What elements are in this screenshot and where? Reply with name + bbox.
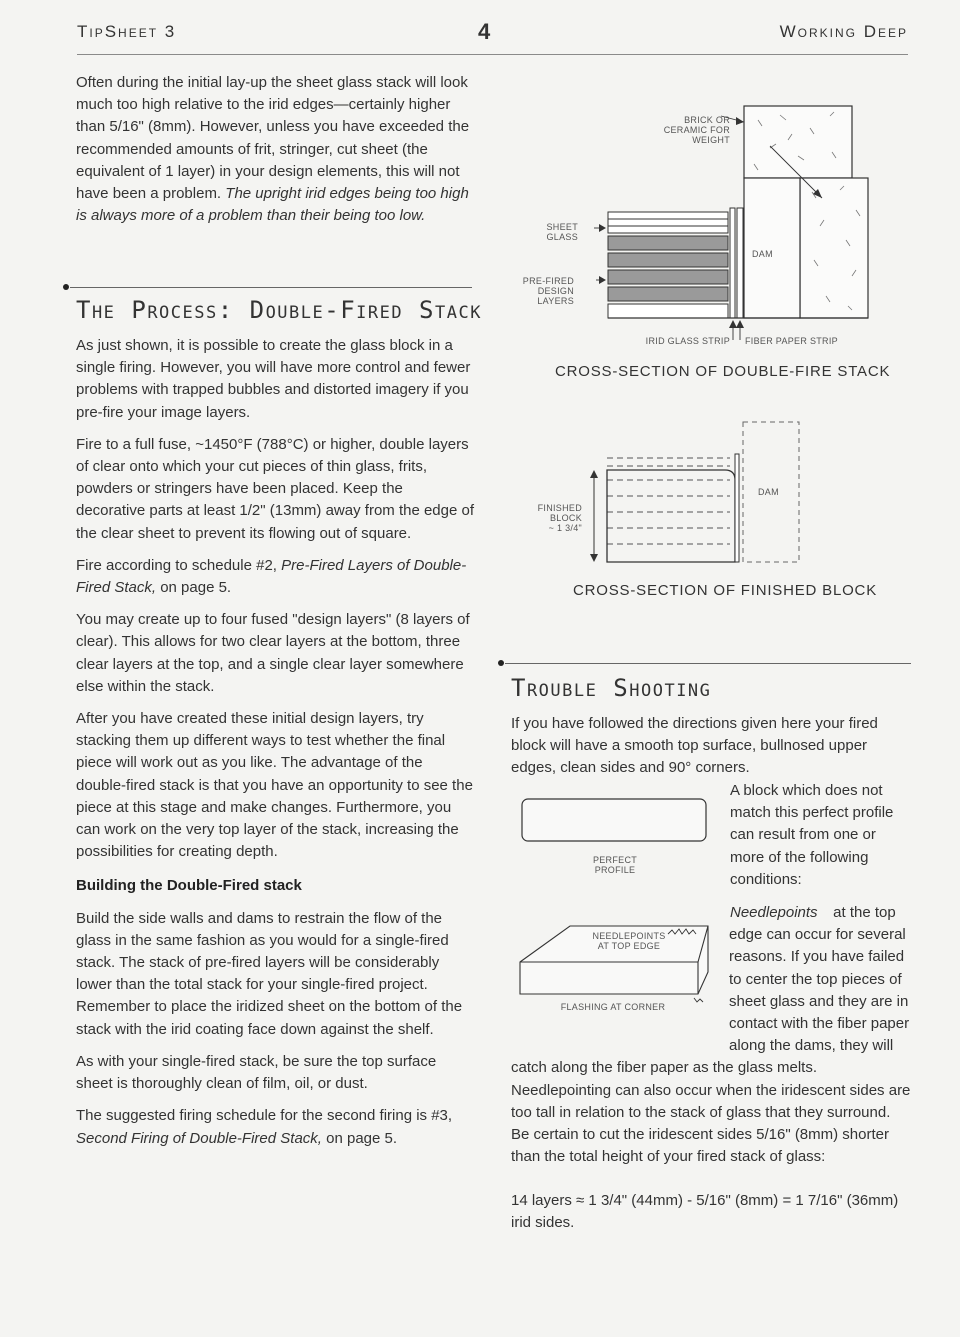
section-bullet-2 [498, 660, 504, 666]
trouble-paragraph-1: If you have followed the directions given here your fired block will have a smooth top surface, bullnosed upper edges, clean sides and 90° corners. [511, 715, 878, 777]
label-dam-2: DAM [758, 487, 779, 497]
label-perfect-profile: PERFECT PROFILE [592, 855, 638, 875]
label-needlepoints: NEEDLEPOINTS AT TOP EDGE [592, 931, 666, 951]
process-paragraph-2: Fire to a full fuse, ~1450°F (788°C) or higher, double layers of clear onto which your cut pieces of thin glass, frits, powders or stringers have been placed. Keep the decorative parts at least 1/2" (13mm) away from the edge of the clear sheet to prevent its flowing out of square. [76, 435, 475, 542]
figure1-caption: CROSS-SECTION OF DOUBLE-FIRE STACK [555, 363, 891, 380]
trouble-heading: Trouble Shooting [511, 674, 712, 702]
process-body [76, 335, 474, 1160]
figure2-caption: CROSS-SECTION OF FINISHED BLOCK [573, 582, 877, 599]
label-fiber-strip: FIBER PAPER STRIP [745, 336, 838, 346]
trouble-paragraph-2: A block which does not match this perfect profile can result from one or more of the following conditions: [730, 782, 894, 888]
process-paragraph-3: Fire according to schedule #2, Pre-Fired Layers of Double-Fired Stack, on page 5. [76, 556, 467, 597]
process-paragraph-1: As just shown, it is possible to create the glass block in a single firing. However, you will have more control and fewer problems with trapped bubbles and distorted imagery if you pre-fire your image layers. [76, 337, 471, 421]
process-paragraph-6: Build the side walls and dams to restrain the flow of the glass in the same fashion as you would for a single-fired stack. The stack of pre-fired layers will be considerably lower than the total stack for your single-fired project. Remember to place the iridized sheet on the bottom of the stack with the irid coating face down against the shelf. [76, 909, 463, 1038]
label-sheet-glass: SHEET GLASS [546, 222, 578, 242]
trouble-paragraph-3: at the top edge can occur for several reasons. If you have failed to center the top pieces of sheet glass and they are in contact with the fiber paper along the dams, they will catch along the fiber paper as the glass melts. Needlepointing can also occur when the iridescent sides are too tall in relation to the stack of glass that they surround. Be certain to cut the iridescent sides 5/16" (8mm) shorter than the total height of your fired stack of glass: [511, 904, 911, 1166]
needlepoints-intro: Needlepoints [730, 904, 818, 921]
process-paragraph-8: The suggested firing schedule for the second firing is #3, Second Firing of Double-Fired Stack, on page 5. [76, 1107, 453, 1147]
process-paragraph-5: After you have created these initial design layers, try stacking them up different ways to test whether the final piece will work out as you like. The advantage of the double-fired stack is that you have an opportunity to see the piece at this stage and make changes. Furthermore, you can work on the very top layer of the stack, increasing the possibilities for creating depth. [76, 710, 473, 861]
process-paragraph-4: You may create up to four fused "design layers" (8 layers of clear). This allows for two clear layers at the bottom, three clear layers at the top, and a single clear layer somewhere else within the stack. [76, 611, 470, 695]
sheet-glass-layers [608, 212, 728, 233]
finished-block-outline [607, 470, 735, 562]
side-wall [800, 178, 868, 318]
intro-italic: The upright irid edges being too high is always more of a problem than their being too low. [76, 185, 469, 225]
label-dam: DAM [752, 249, 773, 259]
irid-glass-strip [730, 208, 735, 318]
trouble-paragraph-4: 14 layers ≈ 1 3/4" (44mm) - 5/16" (8mm) = 1 7/16" (36mm) irid sides. [511, 1192, 899, 1232]
label-flashing: FLASHING AT CORNER [560, 1002, 666, 1012]
dam [744, 178, 800, 318]
label-finished-block: FINISHED BLOCK ~ 1 3/4" [537, 503, 582, 533]
section-rule [70, 287, 472, 288]
section-bullet [63, 284, 69, 290]
page-number: 4 [478, 19, 491, 44]
running-header-title: TipSheet 3 [77, 22, 177, 41]
intro-text: Often during the initial lay-up the sheet glass stack will look much too high relative to the irid edges—certainly higher than 5/16" (8mm). However, unless you have exceeded the recommended amounts of frit, stringer, cut sheet (the equivalent of 1 layer) in your design elements, this will not have been a problem. [76, 74, 470, 203]
brick-weight [744, 106, 852, 178]
label-prefired-layers: PRE-FIRED DESIGN LAYERS [522, 276, 574, 306]
section-rule-2 [505, 663, 911, 664]
fiber-paper-strip [737, 208, 743, 318]
building-subheading: Building the Double-Fired stack [76, 877, 302, 895]
label-brick: BRICK OR CERAMIC FOR WEIGHT [663, 115, 730, 145]
header-rule [77, 54, 908, 55]
running-header-section: Working Deep [779, 22, 908, 41]
label-irid-strip: IRID GLASS STRIP [645, 336, 730, 346]
process-heading: The Process: Double-Fired Stack [76, 296, 482, 324]
perfect-profile-drawing [520, 797, 710, 847]
prefired-design-layers [608, 236, 728, 301]
intro-paragraph [76, 72, 474, 237]
process-paragraph-7: As with your single-fired stack, be sure the top surface sheet is thoroughly clean of film, oil, or dust. [76, 1052, 437, 1093]
